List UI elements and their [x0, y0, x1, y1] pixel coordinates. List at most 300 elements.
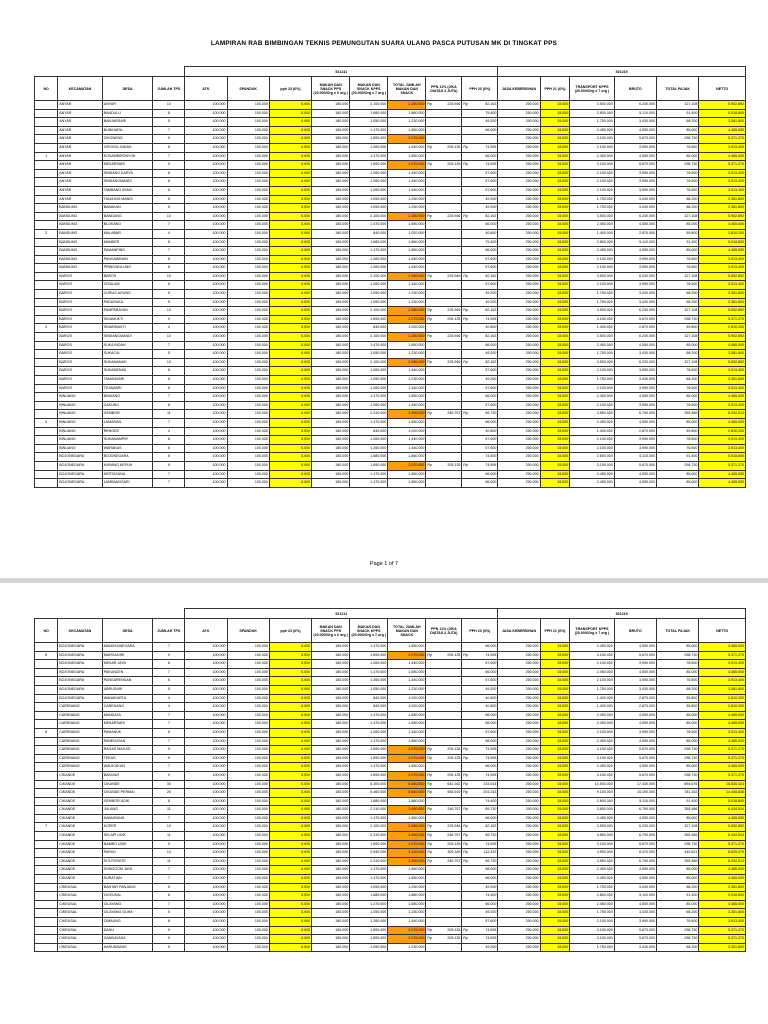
atk-cell: 100.000 — [185, 418, 227, 427]
transport-cell: 3.150.000 — [570, 935, 614, 944]
row-no — [35, 660, 58, 669]
makan-pps-cell: 180.000 — [312, 823, 350, 832]
pph21-cell: 15.000 — [540, 238, 570, 247]
table-row — [35, 281, 746, 290]
kecamatan-cell: BANDUNG — [58, 221, 102, 230]
netto-cell: 4.465.000 — [699, 341, 746, 350]
total-makan-cell: 1.440.000 — [388, 281, 426, 290]
pph21-cell: 15.000 — [540, 728, 570, 737]
atk-cell: 100.000 — [185, 892, 227, 901]
bruto-cell: 2.870.000 — [614, 324, 656, 333]
bruto-cell: 4.550.000 — [614, 814, 656, 823]
desa-cell: RAGAS MASJID — [102, 746, 153, 755]
kecamatan-cell: CIKEUSAL — [58, 935, 102, 944]
tps-cell: 4 — [153, 703, 185, 712]
transport-cell: 3.150.000 — [570, 461, 614, 470]
makan-pps-cell: 180.000 — [312, 290, 350, 299]
spanduk-cell: 100.000 — [227, 453, 269, 462]
makan-kpps-cell: 1.050.000 — [350, 204, 388, 213]
makan-pps-cell: 180.000 — [312, 832, 350, 841]
atk-cell: 100.000 — [185, 685, 227, 694]
makan-pps-cell: 180.000 — [312, 101, 350, 110]
tps-cell: 6 — [153, 660, 185, 669]
desa-cell: GROGOL INDAH — [102, 143, 153, 152]
makan-pps-cell: 180.000 — [312, 797, 350, 806]
row-no — [35, 840, 58, 849]
transport-cell: 1.750.000 — [570, 298, 614, 307]
table-row — [35, 264, 746, 273]
pph21-cell: 15.000 — [540, 883, 570, 892]
row-no — [35, 427, 58, 436]
bruto-cell: 3.990.000 — [614, 436, 656, 445]
spanduk-cell: 100.000 — [227, 376, 269, 385]
total-pajak-cell: 76.600 — [657, 281, 699, 290]
ppn-cell — [426, 840, 462, 849]
tps-cell: 9 — [153, 461, 185, 470]
tps-cell: 9 — [153, 771, 185, 780]
makan-kpps-cell: 1.260.000 — [350, 436, 388, 445]
table-row — [35, 461, 746, 470]
bruto-cell: 6.230.000 — [614, 333, 656, 342]
makan-pps-cell: 180.000 — [312, 668, 350, 677]
pph23-cell: 6.000 — [269, 823, 311, 832]
kecamatan-cell: BINUANG — [58, 436, 102, 445]
desa-cell: MEKAR JAYA — [102, 660, 153, 669]
total-pajak-cell: 355.486 — [657, 832, 699, 841]
pph21-cell: 15.000 — [540, 126, 570, 135]
makan-kpps-cell: 1.260.000 — [350, 255, 388, 264]
ppn-cell-value: 225.946 — [447, 273, 461, 278]
currency-label: Rp — [463, 858, 468, 863]
makan-kpps-cell: 840.000 — [350, 427, 388, 436]
table-row — [35, 651, 746, 660]
row-no — [35, 711, 58, 720]
jasa-cell: 250.000 — [498, 461, 540, 470]
desa-cell: PARIGI — [102, 849, 153, 858]
table-row — [35, 840, 746, 849]
atk-cell: 100.000 — [185, 350, 227, 359]
desa-cell: SINDANGMANDI — [102, 178, 153, 187]
row-no — [35, 410, 58, 419]
currency-label: Rp — [427, 162, 432, 167]
total-makan-cell: 1.440.000 — [388, 677, 426, 686]
pph23b-cell-value: 74.595 — [485, 162, 497, 167]
netto-cell: 3.361.800 — [699, 376, 746, 385]
kecamatan-cell: BINUANG — [58, 393, 102, 402]
bruto-cell: 4.550.000 — [614, 221, 656, 230]
pph23b-cell: 66.000 — [462, 711, 498, 720]
spanduk-cell: 100.000 — [227, 143, 269, 152]
budget-table-page-1 — [34, 66, 746, 488]
row-no — [35, 694, 58, 703]
total-pajak-cell: 91.400 — [657, 453, 699, 462]
kecamatan-cell: BANDUNG — [58, 229, 102, 238]
total-pajak-cell: 68.200 — [657, 943, 699, 952]
spanduk-cell: 100.000 — [227, 892, 269, 901]
ppn-cell-value: 225.946 — [447, 359, 461, 364]
pph23-cell: 6.000 — [269, 401, 311, 410]
transport-cell: 1.750.000 — [570, 685, 614, 694]
pph23-cell: 6.000 — [269, 161, 311, 170]
jasa-cell: 250.000 — [498, 367, 540, 376]
transport-cell: 2.450.000 — [570, 479, 614, 488]
bruto-cell: 3.990.000 — [614, 660, 656, 669]
pph23b-cell: 66.000 — [462, 668, 498, 677]
atk-cell: 100.000 — [185, 186, 227, 195]
makan-kpps-cell: 1.260.000 — [350, 281, 388, 290]
makan-pps-cell: 180.000 — [312, 281, 350, 290]
total-makan-cell: 1.230.000 — [388, 350, 426, 359]
col-ppn: PPN 11% (JIKA DIATAS 2 JUTA) — [426, 77, 462, 101]
transport-cell: 3.850.000 — [570, 410, 614, 419]
ppn-cell-value: 205.135 — [447, 772, 461, 777]
ppn-cell — [426, 264, 462, 273]
bruto-cell: 5.670.000 — [614, 840, 656, 849]
total-pajak-cell: 85.000 — [657, 763, 699, 772]
makan-kpps-cell: 1.260.000 — [350, 728, 388, 737]
netto-cell: 3.361.800 — [699, 350, 746, 359]
kecamatan-cell: CIKANDE — [58, 814, 102, 823]
table-row — [35, 814, 746, 823]
spanduk-cell: 100.000 — [227, 393, 269, 402]
pph23-cell: 6.000 — [269, 479, 311, 488]
bruto-cell: 3.430.000 — [614, 118, 656, 127]
jasa-cell: 250.000 — [498, 453, 540, 462]
atk-cell: 100.000 — [185, 746, 227, 755]
pph21-cell: 15.000 — [540, 900, 570, 909]
pph23b-cell-value: 89.730 — [485, 807, 497, 812]
currency-label: Rp — [463, 144, 468, 149]
makan-pps-cell: 180.000 — [312, 384, 350, 393]
jasa-cell: 250.000 — [498, 109, 540, 118]
table-row — [35, 470, 746, 479]
col-spanduk: SPANDUK — [227, 619, 269, 643]
desa-cell: BLOKANG — [102, 221, 153, 230]
netto-cell: 3.361.800 — [699, 118, 746, 127]
pph23b-cell: 74.400 — [462, 453, 498, 462]
tps-cell: 5 — [153, 909, 185, 918]
spanduk-cell: 100.000 — [227, 823, 269, 832]
total-pajak-cell: 91.400 — [657, 238, 699, 247]
netto-cell: 5.902.892 — [699, 307, 746, 316]
pph23-cell: 6.000 — [269, 195, 311, 204]
makan-pps-cell: 180.000 — [312, 703, 350, 712]
total-makan-cell: 1.230.000 — [388, 685, 426, 694]
pph23b-cell: 57.600 — [462, 677, 498, 686]
transport-cell: 1.750.000 — [570, 290, 614, 299]
pph23b-cell: 57.600 — [462, 264, 498, 273]
transport-cell: 3.150.000 — [570, 315, 614, 324]
netto-cell: 5.018.600 — [699, 453, 746, 462]
atk-cell: 100.000 — [185, 806, 227, 815]
atk-cell: 100.000 — [185, 711, 227, 720]
col-no: NO — [35, 77, 58, 101]
pph23b-cell: 74.400 — [462, 797, 498, 806]
total-makan-cell: 1.230.000 — [388, 204, 426, 213]
tps-cell: 5 — [153, 290, 185, 299]
bruto-cell: 4.550.000 — [614, 247, 656, 256]
spanduk-cell: 100.000 — [227, 324, 269, 333]
jasa-cell: 250.000 — [498, 418, 540, 427]
pph23-cell: 6.000 — [269, 367, 311, 376]
transport-cell: 1.750.000 — [570, 376, 614, 385]
total-makan-cell: 2.280.000 — [388, 333, 426, 342]
makan-pps-cell: 180.000 — [312, 461, 350, 470]
pph23b-cell — [462, 410, 498, 419]
total-pajak-cell: 85.000 — [657, 221, 699, 230]
spanduk-cell: 100.000 — [227, 298, 269, 307]
spanduk-cell: 100.000 — [227, 152, 269, 161]
pph23-cell: 6.000 — [269, 255, 311, 264]
transport-cell: 3.150.000 — [570, 754, 614, 763]
kecamatan-cell: BAROS — [58, 333, 102, 342]
total-makan-cell: 1.440.000 — [388, 436, 426, 445]
pph23b-cell: 57.600 — [462, 436, 498, 445]
total-pajak-cell: 85.000 — [657, 393, 699, 402]
pph23-cell: 6.000 — [269, 935, 311, 944]
makan-kpps-cell: 2.310.000 — [350, 832, 388, 841]
pph21-cell: 15.000 — [540, 169, 570, 178]
total-makan-cell: 1.440.000 — [388, 367, 426, 376]
table-row — [35, 272, 746, 281]
currency-label: Rp — [463, 772, 468, 777]
table-row — [35, 169, 746, 178]
pph21-cell: 15.000 — [540, 333, 570, 342]
atk-cell: 100.000 — [185, 470, 227, 479]
row-no — [35, 832, 58, 841]
desa-cell: MANDER — [102, 238, 153, 247]
desa-cell: BAROS — [102, 272, 153, 281]
pph23b-cell: 49.200 — [462, 883, 498, 892]
desa-cell: SINARMUKTI — [102, 324, 153, 333]
table-row — [35, 444, 746, 453]
bruto-cell: 3.990.000 — [614, 401, 656, 410]
total-pajak-cell: 91.400 — [657, 797, 699, 806]
netto-cell: 3.913.400 — [699, 264, 746, 273]
row-no — [35, 358, 58, 367]
table-row — [35, 737, 746, 746]
makan-kpps-cell: 1.890.000 — [350, 926, 388, 935]
table-row — [35, 746, 746, 755]
kecamatan-cell: BOJONEGARA — [58, 479, 102, 488]
netto-cell: 5.371.270 — [699, 135, 746, 144]
jasa-cell: 250.000 — [498, 918, 540, 927]
currency-label: Rp — [463, 162, 468, 167]
pph23b-cell — [462, 143, 498, 152]
total-makan-cell: 3.120.000 — [388, 849, 426, 858]
netto-cell: 6.434.514 — [699, 857, 746, 866]
table-row — [35, 290, 746, 299]
pph21-cell: 15.000 — [540, 358, 570, 367]
bruto-cell: 6.790.000 — [614, 832, 656, 841]
total-makan-cell: 2.070.000 — [388, 840, 426, 849]
bruto-cell: 3.430.000 — [614, 350, 656, 359]
transport-cell: 2.100.000 — [570, 281, 614, 290]
total-makan-cell: 2.280.000 — [388, 358, 426, 367]
atk-cell: 100.000 — [185, 832, 227, 841]
makan-pps-cell: 180.000 — [312, 470, 350, 479]
jasa-cell: 250.000 — [498, 832, 540, 841]
kecamatan-cell: ANYAR — [58, 118, 102, 127]
table-row — [35, 771, 746, 780]
transport-cell: 3.150.000 — [570, 840, 614, 849]
pph23b-cell — [462, 832, 498, 841]
table-row — [35, 806, 746, 815]
pph23-cell: 6.000 — [269, 746, 311, 755]
table-row — [35, 892, 746, 901]
jasa-cell: 250.000 — [498, 204, 540, 213]
row-no — [35, 101, 58, 110]
kecamatan-cell: BANDUNG — [58, 255, 102, 264]
pph23-cell: 6.000 — [269, 436, 311, 445]
total-pajak-cell: 68.200 — [657, 376, 699, 385]
pph23-cell: 6.000 — [269, 771, 311, 780]
total-pajak-cell: 76.600 — [657, 186, 699, 195]
ppn-cell-value: 246.757 — [447, 833, 461, 838]
pph23b-cell: 66.000 — [462, 763, 498, 772]
bruto-cell: 3.990.000 — [614, 143, 656, 152]
row-no — [35, 376, 58, 385]
makan-pps-cell: 180.000 — [312, 333, 350, 342]
tps-cell: 7 — [153, 720, 185, 729]
makan-kpps-cell: 1.260.000 — [350, 186, 388, 195]
ppn-cell — [426, 926, 462, 935]
makan-kpps-cell: 1.260.000 — [350, 401, 388, 410]
row-no — [35, 789, 58, 798]
currency-label: Rp — [427, 841, 432, 846]
bruto-cell: 5.670.000 — [614, 135, 656, 144]
pph23-cell: 6.000 — [269, 238, 311, 247]
bruto-cell: 3.990.000 — [614, 677, 656, 686]
transport-cell: 2.450.000 — [570, 247, 614, 256]
makan-kpps-cell: 1.050.000 — [350, 909, 388, 918]
netto-cell: 5.371.270 — [699, 935, 746, 944]
desa-cell: GEMBOR UDIK — [102, 797, 153, 806]
atk-cell: 100.000 — [185, 728, 227, 737]
ppn-cell — [426, 169, 462, 178]
tps-cell: 8 — [153, 797, 185, 806]
ppn-cell — [426, 797, 462, 806]
makan-pps-cell: 180.000 — [312, 152, 350, 161]
tps-cell: 6 — [153, 918, 185, 927]
pph23b-cell: 79.400 — [462, 238, 498, 247]
pph23-cell: 6.000 — [269, 643, 311, 652]
desa-cell: NAMBO UDIK — [102, 840, 153, 849]
bruto-cell: 4.550.000 — [614, 737, 656, 746]
desa-cell: BINUANG — [102, 393, 153, 402]
jasa-cell: 250.000 — [498, 272, 540, 281]
desa-cell: HARUNDANG — [102, 943, 153, 952]
currency-label: Rp — [427, 652, 432, 657]
netto-cell: 3.913.400 — [699, 169, 746, 178]
netto-cell: 4.465.000 — [699, 668, 746, 677]
ppn-cell — [426, 892, 462, 901]
atk-cell: 100.000 — [185, 427, 227, 436]
currency-label: Rp — [463, 850, 468, 855]
pph23-cell: 6.000 — [269, 376, 311, 385]
kecamatan-cell: CIKANDE — [58, 771, 102, 780]
pph21-cell: 15.000 — [540, 436, 570, 445]
spanduk-cell: 100.000 — [227, 204, 269, 213]
spanduk-cell: 100.000 — [227, 780, 269, 789]
table-row — [35, 401, 746, 410]
table-row — [35, 341, 746, 350]
kecamatan-cell: CIKEUSAL — [58, 900, 102, 909]
transport-cell: 2.450.000 — [570, 341, 614, 350]
desa-cell: CIKONENG — [102, 135, 153, 144]
table-row — [35, 324, 746, 333]
atk-cell: 100.000 — [185, 367, 227, 376]
spanduk-cell: 100.000 — [227, 771, 269, 780]
col-kecamatan: KECAMATAN — [58, 77, 102, 101]
netto-cell: 4.465.000 — [699, 221, 746, 230]
row-no — [35, 444, 58, 453]
atk-cell: 100.000 — [185, 909, 227, 918]
pph23-cell: 6.000 — [269, 754, 311, 763]
makan-kpps-cell: 840.000 — [350, 324, 388, 333]
kecamatan-cell: ANYAR — [58, 152, 102, 161]
pph23b-cell — [462, 307, 498, 316]
makan-kpps-cell: 1.260.000 — [350, 169, 388, 178]
tps-cell: 5 — [153, 195, 185, 204]
makan-pps-cell: 180.000 — [312, 728, 350, 737]
transport-cell: 1.750.000 — [570, 350, 614, 359]
currency-label: Rp — [427, 858, 432, 863]
ppn-cell — [426, 849, 462, 858]
bruto-cell: 4.550.000 — [614, 720, 656, 729]
total-makan-cell: 1.650.000 — [388, 247, 426, 256]
pph23b-cell-value: 74.595 — [485, 747, 497, 752]
desa-cell: PAMPARAYAN — [102, 307, 153, 316]
atk-cell: 100.000 — [185, 410, 227, 419]
bruto-cell: 4.550.000 — [614, 900, 656, 909]
transport-cell: 1.400.000 — [570, 694, 614, 703]
transport-cell: 3.150.000 — [570, 771, 614, 780]
total-pajak-cell: 440.621 — [657, 849, 699, 858]
total-pajak-cell: 76.600 — [657, 677, 699, 686]
jasa-cell: 250.000 — [498, 101, 540, 110]
pph23b-cell-value: 74.595 — [485, 652, 497, 657]
pph23-cell: 6.000 — [269, 694, 311, 703]
desa-cell: DAHU — [102, 926, 153, 935]
makan-pps-cell: 180.000 — [312, 410, 350, 419]
desa-cell: CIKANDE PERMAI — [102, 789, 153, 798]
total-makan-cell: 1.020.000 — [388, 703, 426, 712]
pph23b-cell: 57.600 — [462, 660, 498, 669]
atk-cell: 100.000 — [185, 436, 227, 445]
row-no — [35, 333, 58, 342]
netto-cell: 4.465.000 — [699, 866, 746, 875]
ppn-cell — [426, 186, 462, 195]
kecamatan-cell: BAROS — [58, 358, 102, 367]
currency-label: Rp — [427, 144, 432, 149]
jasa-cell: 250.000 — [498, 909, 540, 918]
netto-cell: 4.465.000 — [699, 126, 746, 135]
kecamatan-cell: BOJONEGARA — [58, 668, 102, 677]
pph21-cell: 15.000 — [540, 479, 570, 488]
pph23-cell: 6.000 — [269, 307, 311, 316]
ppn-cell — [426, 728, 462, 737]
bruto-cell: 6.790.000 — [614, 857, 656, 866]
tps-cell: 7 — [153, 126, 185, 135]
kecamatan-cell: BOJONEGARA — [58, 660, 102, 669]
makan-kpps-cell: 1.680.000 — [350, 797, 388, 806]
total-pajak-cell: 85.000 — [657, 711, 699, 720]
netto-cell: 4.465.000 — [699, 152, 746, 161]
pph21-cell: 15.000 — [540, 109, 570, 118]
pph23b-cell-value: 82.162 — [485, 102, 497, 106]
netto-cell: 4.465.000 — [699, 711, 746, 720]
